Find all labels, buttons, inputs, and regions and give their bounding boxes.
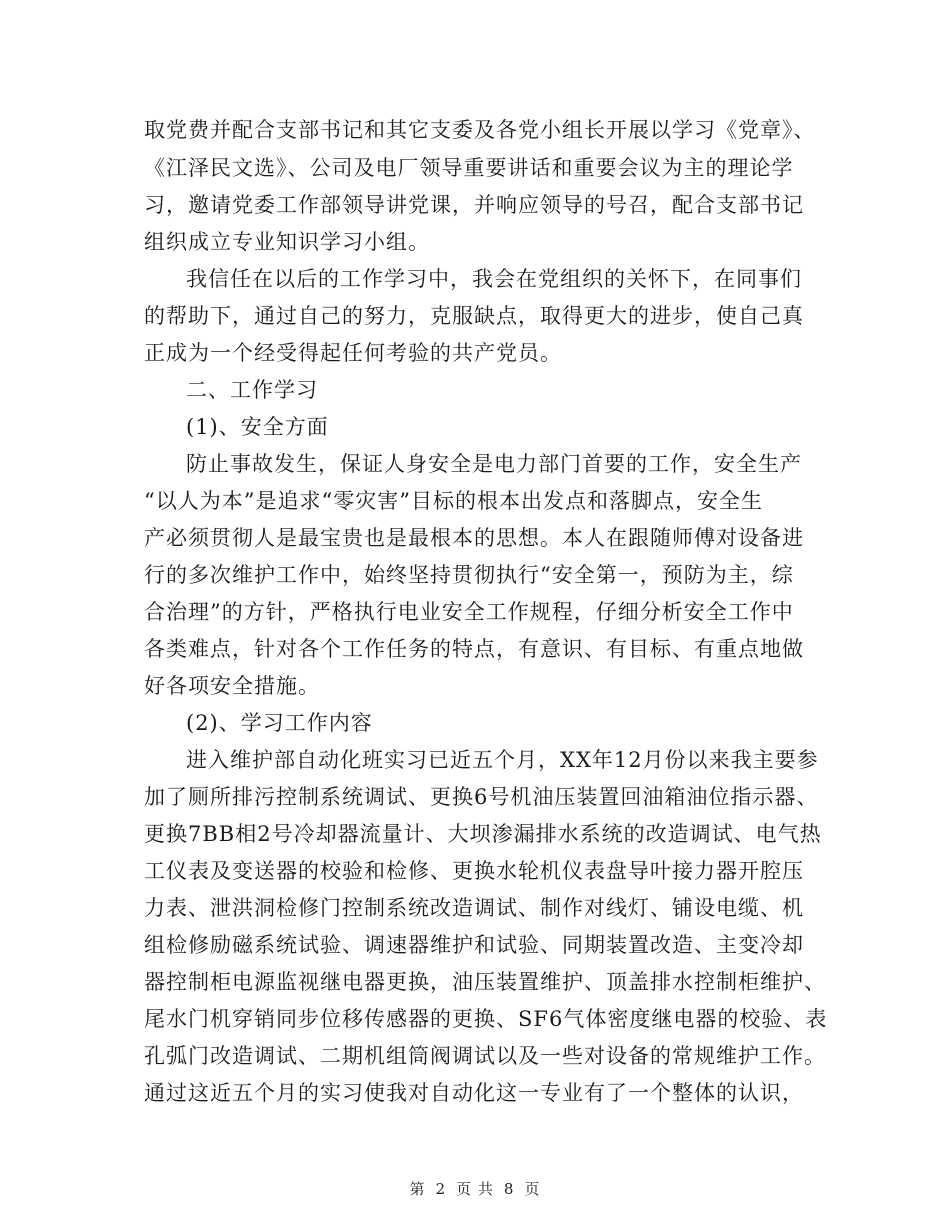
text-line: 的帮助下，通过自己的努力，克服缺点，取得更大的进步，使自己真 [144, 304, 804, 328]
text-line: 尾水门机穿销同步位移传感器的更换、SF6气体密度继电器的校验、表 [144, 1007, 828, 1031]
footer-middle: 页 共 [456, 1180, 494, 1198]
page-number: 2 [435, 1180, 447, 1198]
page-footer [0, 1178, 950, 1199]
text-line: 取党费并配合支部书记和其它支委及各党小组长开展以学习《党章》、 [144, 118, 816, 142]
text-line: 产必须贯彻人是最宝贵也是最根本的思想。本人在跟随师傅对设备进 [144, 526, 804, 550]
footer-suffix: 页 [524, 1180, 541, 1198]
text-line: 组检修励磁系统试验、调速器维护和试验、同期装置改造、主变冷却 [144, 933, 804, 957]
text-line: 《江泽民文选》、公司及电厂领导重要讲话和重要会议为主的理论学 [144, 156, 794, 180]
text-line: 习，邀请党委工作部领导讲党课，并响应领导的号召，配合支部书记 [144, 193, 804, 217]
text-line: 力表、泄洪洞检修门控制系统改造调试、制作对线灯、铺设电缆、机 [144, 896, 804, 920]
paragraph-first-line: 我信任在以后的工作学习中，我会在党组织的关怀下，在同事们 [186, 267, 802, 291]
text-line: 孔弧门改造调试、二期机组筒阀调试以及一些对设备的常规维护工作。 [144, 1044, 826, 1068]
text-line: 器控制柜电源监视继电器更换，油压装置维护、顶盖排水控制柜维护、 [144, 970, 826, 994]
text-line: 各类难点，针对各个工作任务的特点，有意识、有目标、有重点地做 [144, 637, 804, 661]
text-line: 更换7BB相2号冷却器流量计、大坝渗漏排水系统的改造调试、电气热 [144, 822, 822, 846]
text-line: 正成为一个经受得起任何考验的共产党员。 [144, 341, 562, 365]
text-line: 加了厕所排污控制系统调试、更换6号机油压装置回油箱油位指示器、 [144, 785, 819, 809]
total-pages: 8 [503, 1180, 515, 1198]
text-line: 工仪表及变送器的校验和检修、更换水轮机仪表盘导叶接力器开腔压 [144, 859, 804, 883]
text-line: “以人为本”是追求“零灾害”目标的根本出发点和落脚点，安全生 [144, 489, 763, 513]
subsection-heading: (1)、安全方面 [186, 415, 329, 439]
paragraph-first-line: 防止事故发生，保证人身安全是电力部门首要的工作，安全生产 [186, 452, 802, 476]
subsection-heading: (2)、学习工作内容 [186, 711, 373, 735]
text-line: 合治理”的方针，严格执行电业安全工作规程，仔细分析安全工作中 [144, 600, 794, 624]
paragraph-first-line: 进入维护部自动化班实习已近五个月，XX年12月份以来我主要参 [186, 748, 819, 772]
text-line: 行的多次维护工作中，始终坚持贯彻执行“安全第一，预防为主，综 [144, 563, 794, 587]
text-line: 通过这近五个月的实习使我对自动化这一专业有了一个整体的认识， [144, 1081, 804, 1105]
section-heading: 二、工作学习 [186, 378, 318, 402]
text-line: 组织成立专业知识学习小组。 [144, 230, 430, 254]
footer-prefix: 第 [409, 1180, 426, 1198]
text-line: 好各项安全措施。 [144, 674, 320, 698]
